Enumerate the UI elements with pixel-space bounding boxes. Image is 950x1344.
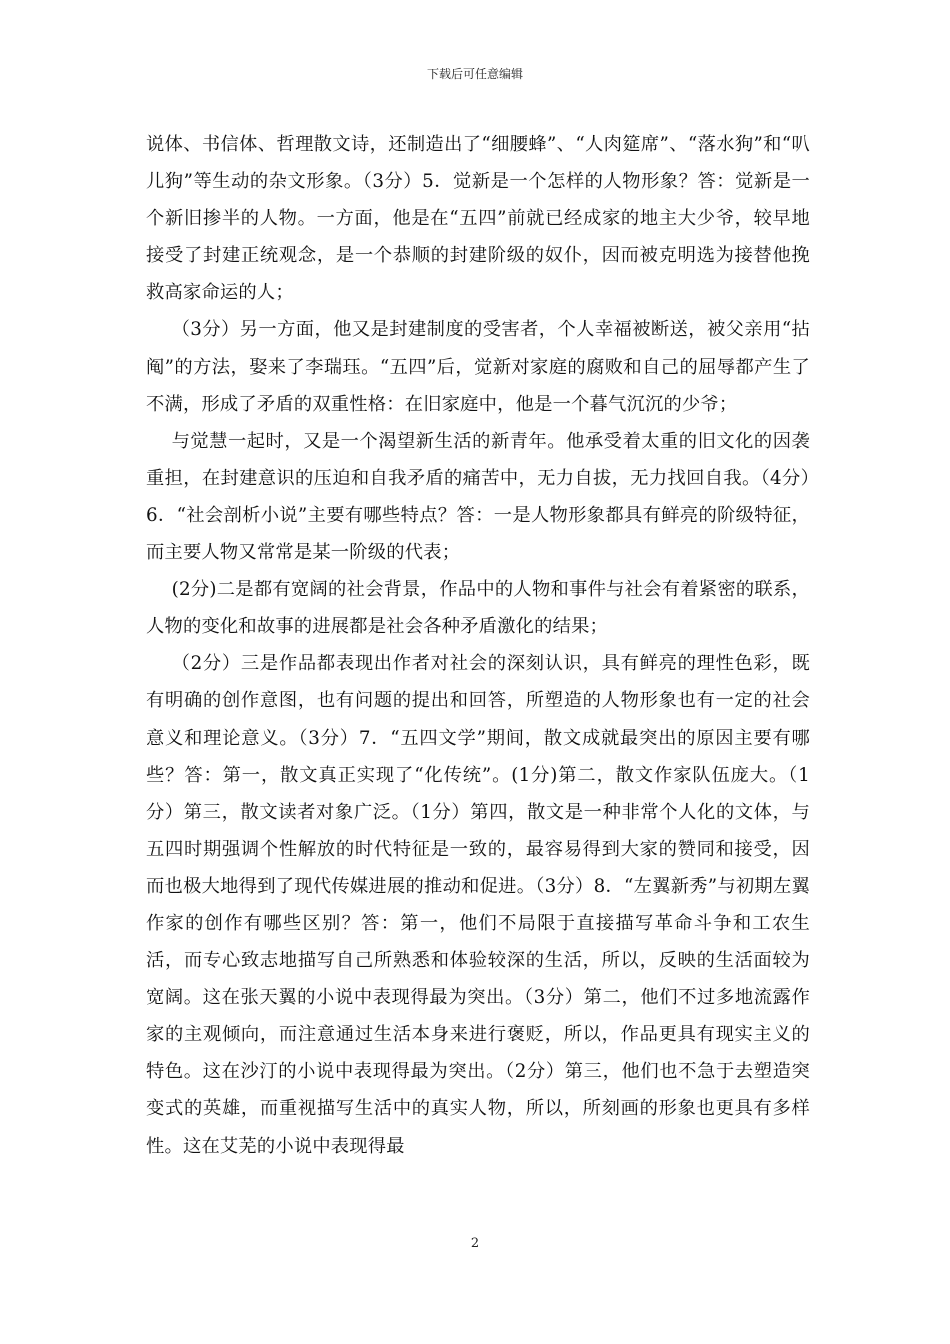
paragraph-2: （3分）另一方面，他又是封建制度的受害者，个人幸福被断送，被父亲用“拈阄”的方法，娶来了李瑞珏。“五四”后，觉新对家庭的腐败和自己的屈辱都产生了不满，形成了矛盾的双重性格：在旧家庭中，他是一个暮气沉沉的少爷； xyxy=(146,319,810,415)
paragraph-1: 说体、书信体、哲理散文诗，还制造出了“细腰蜂”、“人肉筵席”、“落水狗”和“叭儿狗”等生动的杂文形象。（3分）5．觉新是一个怎样的人物形象？答：觉新是一个新旧掺半的人物。一方面，他是在“五四”前就已经成家的地主大少爷，较早地接受了封建正统观念，是一个恭顺的封建阶级的奴仆，因而被克明选为接替他挽救高家命运的人； xyxy=(146,134,810,304)
paragraph-3: 与觉慧一起时，又是一个渴望新生活的新青年。他承受着太重的旧文化的因袭重担，在封建意识的压迫和自我矛盾的痛苦中，无力自拔，无力找回自我。（4分）6．“社会剖析小说”主要有哪些特点？答：一是人物形象都具有鲜亮的阶级特征，而主要人物又常常是某一阶级的代表； xyxy=(146,430,810,564)
paragraph-5: （2分）三是作品都表现出作者对社会的深刻认识，具有鲜亮的理性色彩，既有明确的创作意图，也有问题的提出和回答，所塑造的人物形象也有一定的社会意义和理论意义。（3分）7．“五四文学”期间，散文成就最突出的原因主要有哪些？答：第一，散文真正实现了“化传统”。(1分)第二，散文作家队伍庞大。（1分）第三，散文读者对象广泛。（1分）第四，散文是一种非常个人化的文体，与五四时期强调个性解放的时代特征是一致的，最容易得到大家的赞同和接受，因而也极大地得到了现代传媒进展的推动和促进。（3分）8．“左翼新秀”与初期左翼作家的创作有哪些区别？答：第一，他们不局限于直接描写革命斗争和工农生活，而专心致志地描写自己所熟悉和体验较深的生活，所以，反映的生活面较为宽阔。这在张天翼的小说中表现得最为突出。（3分）第二，他们不过多地流露作家的主观倾向，而注意通过生活本身来进行褒贬，所以，作品更具有现实主义的特色。这在沙汀的小说中表现得最为突出。（2分）第三，他们也不急于去塑造突变式的英雄，而重视描写生活中的真实人物，所以，所刻画的形象也更具有多样性。这在艾芜的小说中表现得最 xyxy=(146,653,810,1157)
page-number: 2 xyxy=(470,1236,480,1251)
page-header: 下载后可任意编辑 xyxy=(426,67,523,81)
document-body xyxy=(146,126,810,1165)
paragraph-4: (2分)二是都有宽阔的社会背景，作品中的人物和事件与社会有着紧密的联系，人物的变化和故事的进展都是社会各种矛盾激化的结果； xyxy=(146,579,810,638)
